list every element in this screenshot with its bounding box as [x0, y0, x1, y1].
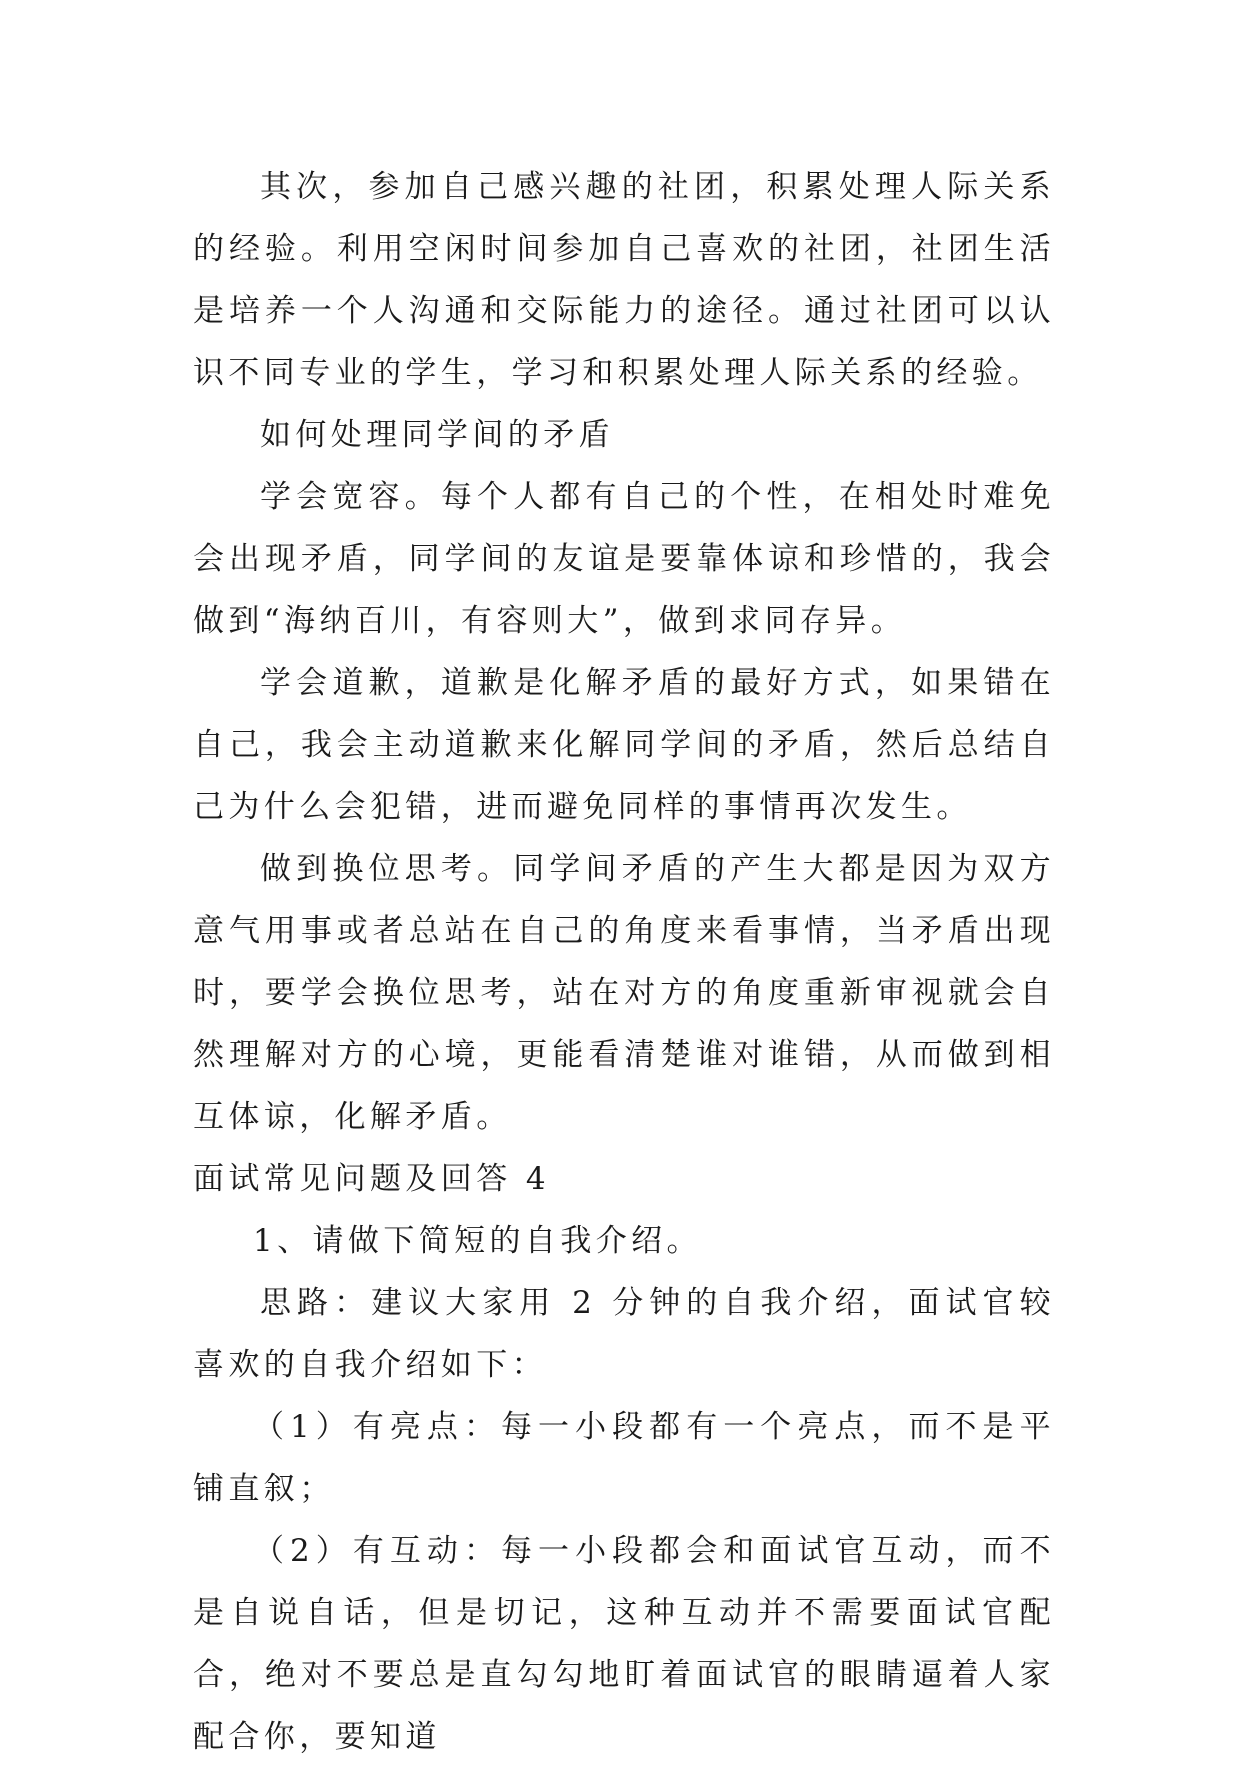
document-body [193, 156, 1055, 1768]
section-heading-conflicts: 如何处理同学间的矛盾 [260, 417, 614, 453]
question-self-introduction: 1、请做下简短的自我介绍。 [253, 1223, 702, 1259]
paragraph-empathy: 做到换位思考。同学间矛盾的产生大都是因为双方意气用事或者总站在自己的角度来看事情，当矛盾出现时，要学会换位思考，站在对方的角度重新审视就会自然理解对方的心境，更能看清楚谁对谁错，从而做到相互体谅，化解矛盾。 [193, 851, 1055, 1135]
paragraph-tolerance: 学会宽容。每个人都有自己的个性，在相处时难免会出现矛盾，同学间的友谊是要靠体谅和珍惜的，我会做到“海纳百川，有容则大”，做到求同存异。 [193, 479, 1055, 639]
section-heading-interview-4: 面试常见问题及回答 4 [193, 1161, 550, 1197]
paragraph-clubs: 其次，参加自己感兴趣的社团，积累处理人际关系的经验。利用空闲时间参加自己喜欢的社团，社团生活是培养一个人沟通和交际能力的途径。通过社团可以认识不同专业的学生，学习和积累处理人际关系的经验。 [193, 169, 1055, 391]
paragraph-apology: 学会道歉，道歉是化解矛盾的最好方式，如果错在自己，我会主动道歉来化解同学间的矛盾，然后总结自己为什么会犯错，进而避免同样的事情再次发生。 [193, 665, 1055, 825]
paragraph-approach: 思路：建议大家用 2 分钟的自我介绍，面试官较喜欢的自我介绍如下： [193, 1285, 1055, 1383]
list-item-highlights: （1）有亮点：每一小段都有一个亮点，而不是平铺直叙； [193, 1409, 1055, 1507]
list-item-interaction: （2）有互动：每一小段都会和面试官互动，而不是自说自话，但是切记，这种互动并不需要面试官配合，绝对不要总是直勾勾地盯着面试官的眼睛逼着人家配合你，要知道 [193, 1533, 1055, 1755]
